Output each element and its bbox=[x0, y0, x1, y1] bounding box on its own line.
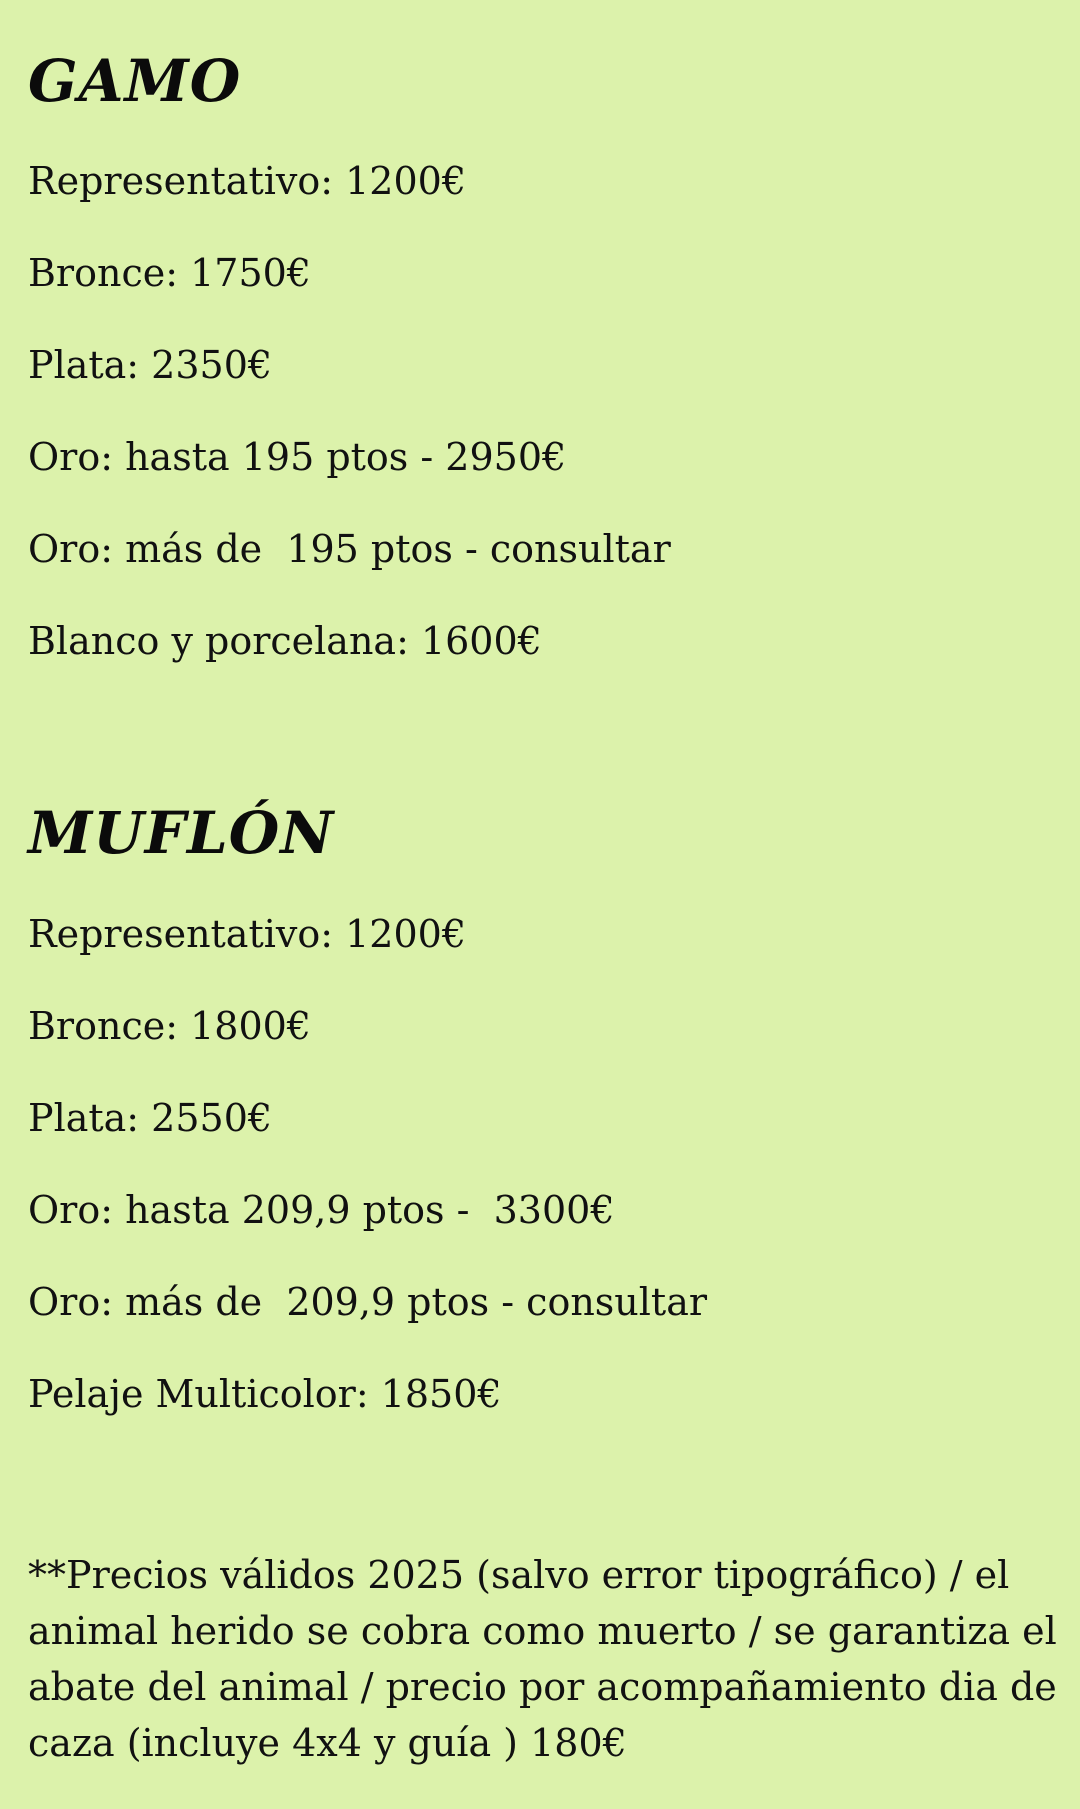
muflon-price-oro-hasta: Oro: hasta 209,9 ptos - 3300€ bbox=[28, 1188, 615, 1232]
muflon-price-pelaje-multicolor: Pelaje Multicolor: 1850€ bbox=[28, 1372, 502, 1416]
gamo-section-title: GAMO bbox=[28, 47, 242, 115]
gamo-price-oro-hasta: Oro: hasta 195 ptos - 2950€ bbox=[28, 435, 567, 479]
gamo-price-representativo: Representativo: 1200€ bbox=[28, 159, 467, 203]
muflon-price-representativo: Representativo: 1200€ bbox=[28, 912, 467, 956]
gamo-price-blanco-porcelana: Blanco y porcelana: 1600€ bbox=[28, 619, 542, 663]
gamo-price-oro-mas: Oro: más de 195 ptos - consultar bbox=[28, 527, 671, 571]
gamo-price-bronce: Bronce: 1750€ bbox=[28, 251, 311, 295]
muflon-price-plata: Plata: 2550€ bbox=[28, 1096, 273, 1140]
gamo-price-plata: Plata: 2350€ bbox=[28, 343, 273, 387]
muflon-section-title: MUFLÓN bbox=[28, 799, 335, 867]
muflon-price-bronce: Bronce: 1800€ bbox=[28, 1004, 311, 1048]
muflon-price-oro-mas: Oro: más de 209,9 ptos - consultar bbox=[28, 1280, 708, 1324]
pricing-footnote: **Precios válidos 2025 (salvo error tipográfico) / el animal herido se cobra como muerto / se garantiza el abate del animal / precio por acompañamiento dia de caza (incluye 4x4 y guía ) 180€ bbox=[28, 1553, 1057, 1765]
